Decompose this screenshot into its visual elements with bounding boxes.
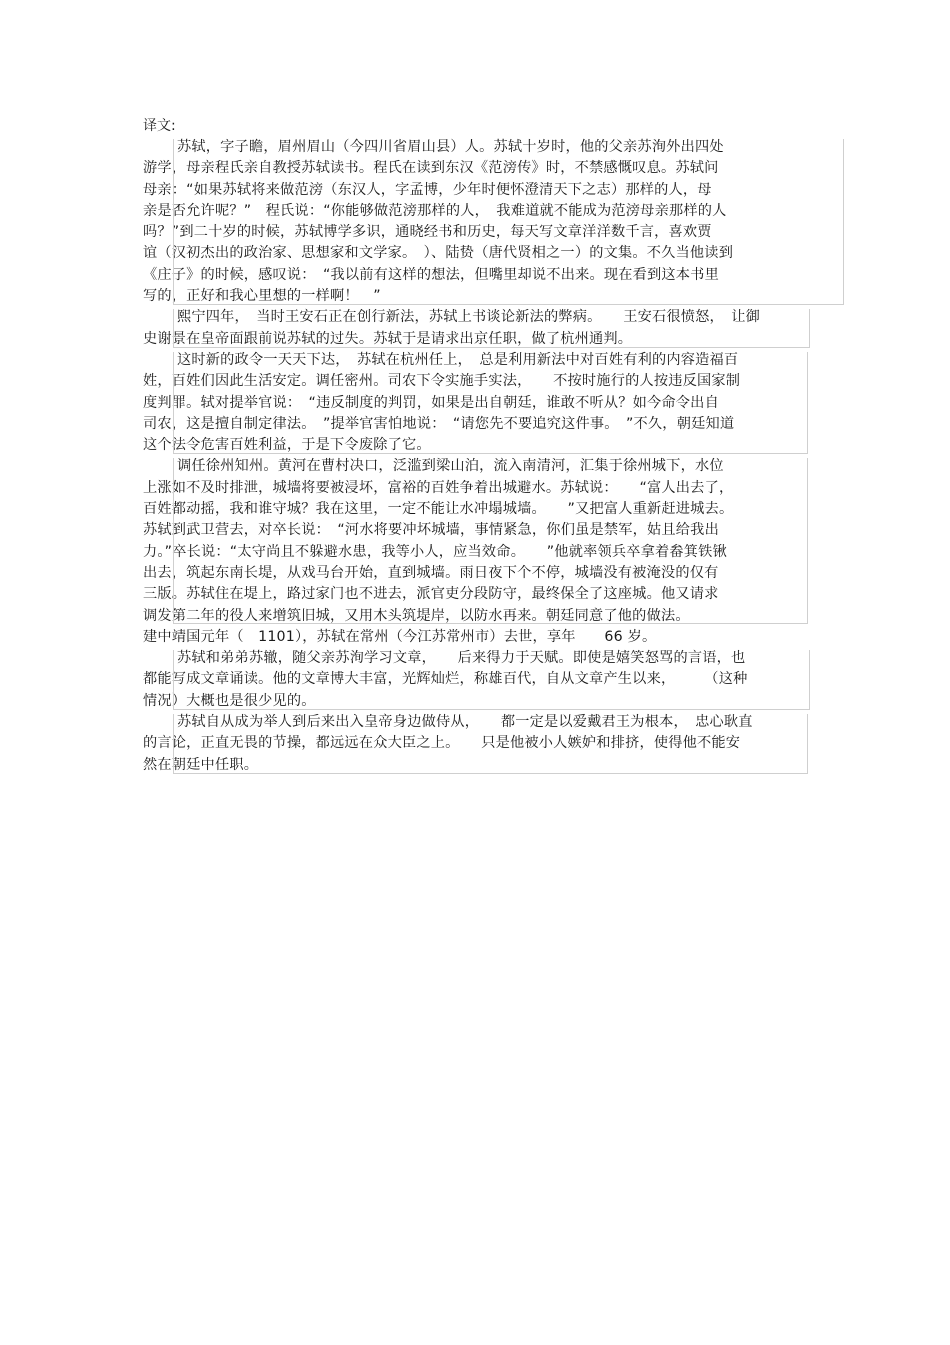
text-line: 都能写成文章诵读。他的文章博大丰富，光辉灿烂，称雄百代，自从文章产生以来， （这种 [143,671,748,688]
text-line: 游学，母亲程氏亲自教授苏轼读书。程氏在读到东汉《范滂传》时，不禁感慨叹息。苏轼问 [143,160,719,177]
text-line: 母亲：“如果苏轼将来做范滂（东汉人，字孟博，少年时便怀澄清天下之志）那样的人，母 [143,181,712,198]
text-line: 建中靖国元年（ 1101），苏轼在常州（今江苏常州市）去世，享年 66 岁。 [143,628,657,645]
text-line: 苏轼到武卫营去，对卒长说： “河水将要冲坏城墙，事情紧急，你们虽是禁军，姑且给我出 [143,522,719,539]
text-line: 然在朝廷中任职。 [143,756,259,773]
text-line: 上涨如不及时排泄，城墙将要被浸坏，富裕的百姓争着出城避水。苏轼说： “富人出去了， [143,479,734,496]
text-line: 司农，这是擅自制定律法。 ”提举官害怕地说： “请您先不要追究这件事。 ”不久，朝廷知道 [143,415,735,432]
text-line: 史谢景在皇帝面跟前说苏轼的过失。苏轼于是请求出京任职，做了杭州通判。 [143,330,633,347]
text-line: 度判罪。轼对提举官说： “违反制度的判罚，如果是出自朝廷，谁敢不听从？如今命令出自 [143,394,719,411]
text-line: 谊（汉初杰出的政治家、思想家和文学家。 ）、陆贽（唐代贤相之一）的文集。不久当他读到 [143,245,734,262]
paragraph-6 [143,712,808,776]
text-line: 出去，筑起东南长堤，从戏马台开始，直到城墙。雨日夜下个不停，城墙没有被淹没的仅有 [143,564,719,581]
text-line: 写的，正好和我心里想的一样啊！ ” [143,288,381,305]
text-line: 的言论，正直无畏的节操，都远远在众大臣之上。 只是他被小人嫉妒和排挤，使得他不能安 [143,735,741,752]
paragraph-4 [143,456,808,648]
text-line: 姓，百姓们因此生活安定。调任密州。司农下令实施手实法， 不按时施行的人按违反国家制 [143,373,741,390]
text-line: 三版。苏轼住在堤上，路过家门也不进去，派官吏分段防守，最终保全了这座城。他又请求 [143,586,719,603]
text-line: 苏轼自从成为举人到后来出入皇帝身边做侍从， 都一定是以爱戴君王为根本， 忠心耿直 [177,714,753,731]
text-line: 熙宁四年， 当时王安石正在创行新法，苏轼上书谈论新法的弊病。 王安石很愤怒， 让御 [177,309,760,326]
document-body [143,116,808,776]
text-line: 这时新的政令一天天下达， 苏轼在杭州任上， 总是利用新法中对百姓有利的内容造福百 [177,351,739,368]
text-line: 苏轼，字子瞻，眉州眉山（今四川省眉山县）人。苏轼十岁时，他的父亲苏洵外出四处 [177,139,724,155]
text-line: 《庄子》的时候，感叹说： “我以前有这样的想法，但嘴里却说不出来。现在看到这本书里 [143,266,719,283]
text-line: 力。”卒长说：“太守尚且不躲避水患，我等小人，应当效命。 ”他就率领兵卒拿着畚箕铁锹 [143,543,727,560]
paragraph-1 [143,137,808,307]
text-line: 调发第二年的役人来增筑旧城，又用木头筑堤岸，以防水再来。朝廷同意了他的做法。 [143,607,690,624]
text-line: 亲是否允许呢？” 程氏说：“你能够做范滂那样的人， 我难道就不能成为范滂母亲那样的人 [143,202,727,219]
paragraph-3 [143,350,808,456]
text-line: 苏轼和弟弟苏辙，随父亲苏洵学习文章， 后来得力于天赋。即使是嬉笑怒骂的言语，也 [177,650,746,667]
text-line: 情况）大概也是很少见的。 [143,692,316,709]
paragraph-5 [143,648,808,712]
text-line: 吗？”到二十岁的时候，苏轼博学多识，通晓经书和历史，每天写文章洋洋数千言，喜欢贾 [143,224,712,241]
translation-heading: 译文: [143,118,176,134]
text-line: 这个法令危害百姓利益，于是下令废除了它。 [143,437,431,454]
text-line: 百姓都动摇，我和谁守城？我在这里，一定不能让水冲塌城墙。 ”又把富人重新赶进城去。 [143,501,734,518]
paragraph-2 [143,307,808,350]
text-line: 调任徐州知州。黄河在曹村决口，泛滥到梁山泊，流入南清河，汇集于徐州城下，水位 [177,458,724,475]
